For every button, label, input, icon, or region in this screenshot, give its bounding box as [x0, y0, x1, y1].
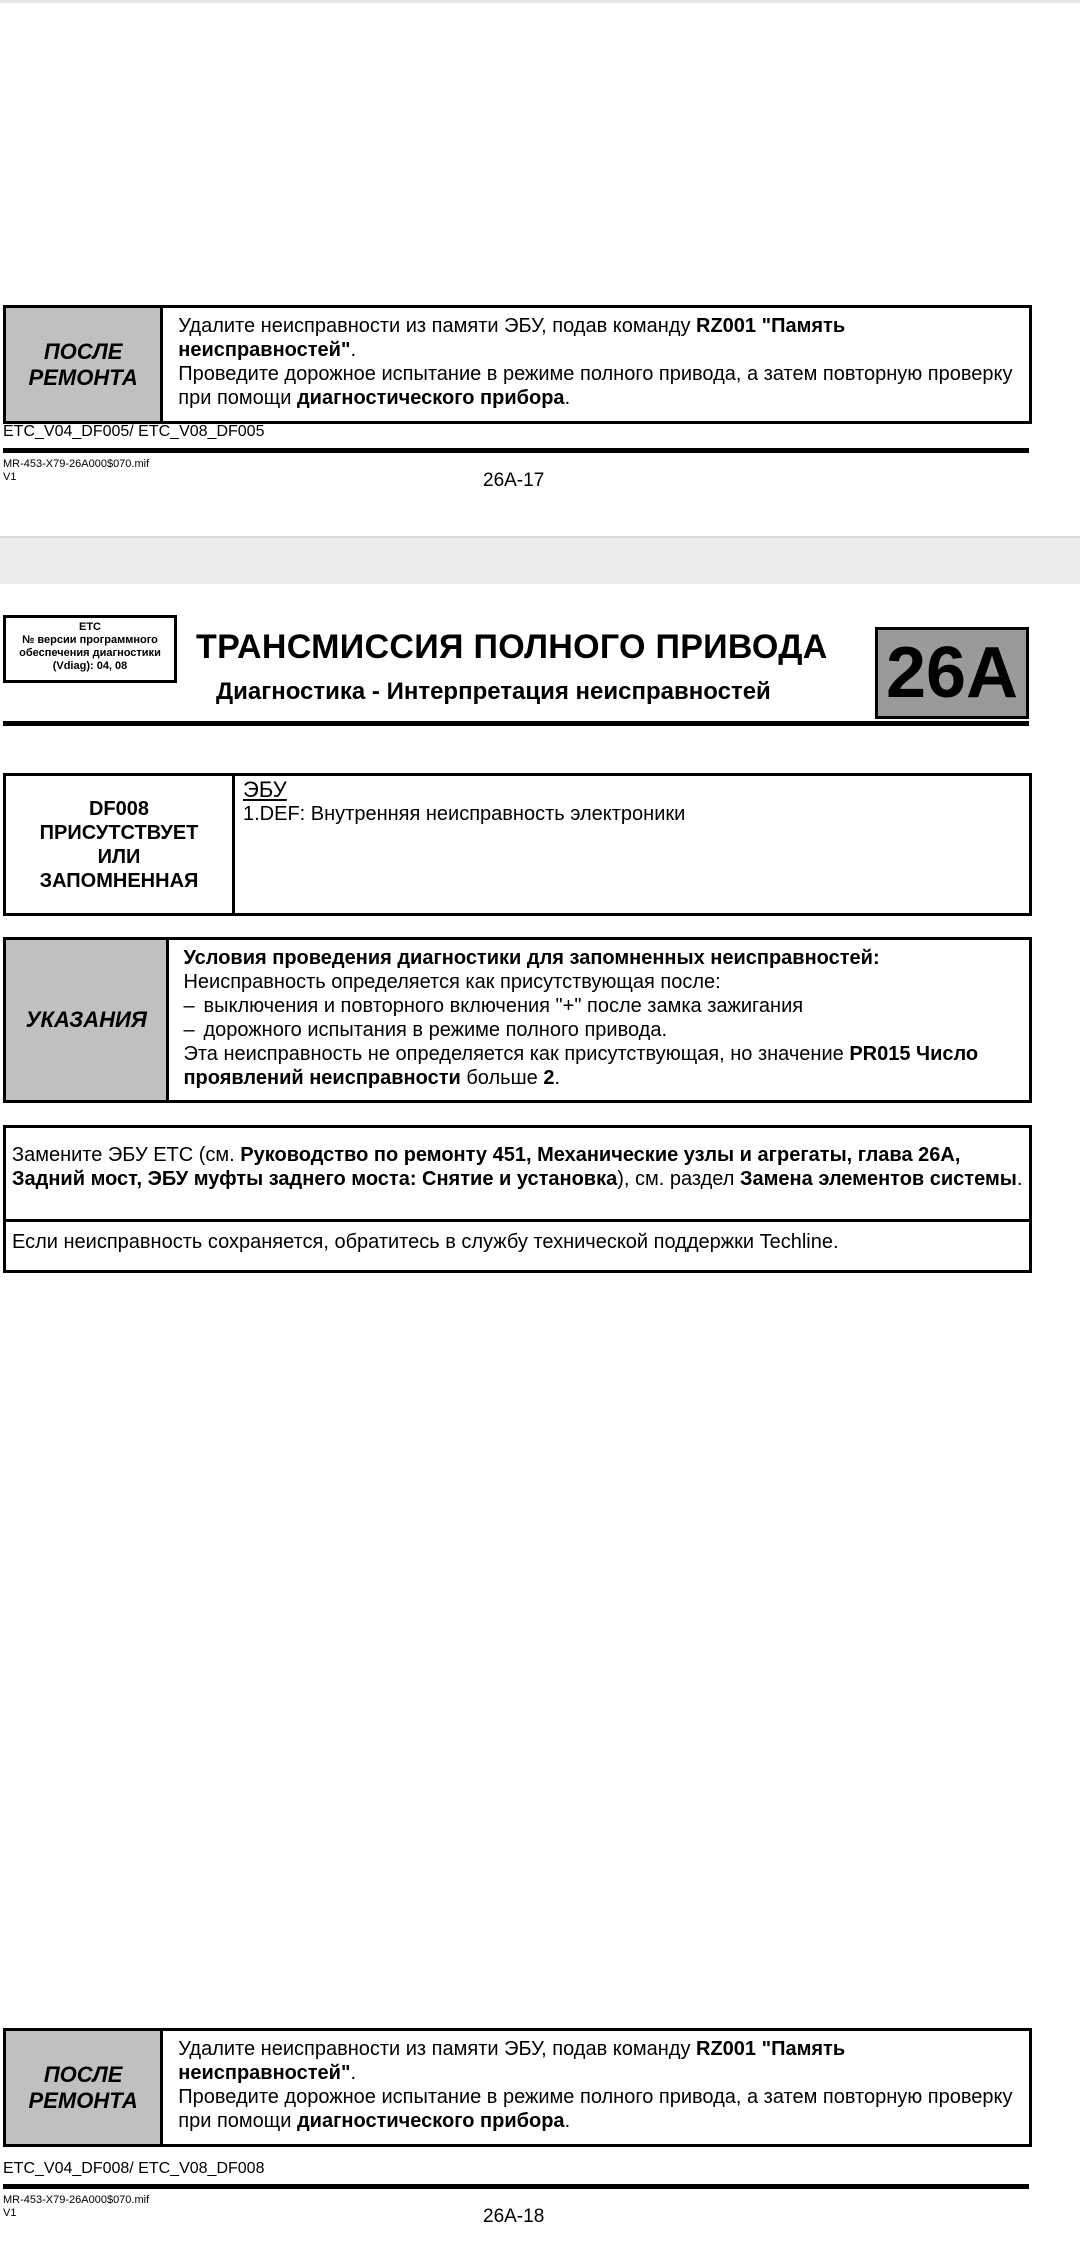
- version-box: ETC № версии программного обеспечения диагностики (Vdiag): 04, 08: [3, 615, 177, 683]
- after-repair-label-2: ПОСЛЕ РЕМОНТА: [6, 2031, 163, 2144]
- page-number: 26A-17: [483, 470, 545, 491]
- fault-box: [3, 773, 1032, 916]
- section-title: ТРАНСМИССИЯ ПОЛНОГО ПРИВОДА: [196, 628, 828, 666]
- techline-note: Если неисправность сохраняется, обратитесь в службу технической поддержки Techline.: [12, 1231, 839, 1253]
- chapter-badge: 26A: [875, 627, 1029, 719]
- fault-reference-2: ETC_V04_DF008/ ETC_V08_DF008: [3, 2160, 265, 2177]
- page-number-2: 26A-18: [483, 2206, 545, 2227]
- fault-description: ЭБУ 1.DEF: Внутренняя неисправность электроники: [243, 777, 686, 825]
- top-edge-line: [0, 0, 1080, 3]
- after-repair-box: [3, 305, 1032, 424]
- footer-rule: [3, 448, 1029, 453]
- section-subtitle: Диагностика - Интерпретация неисправностей: [216, 678, 771, 705]
- fault-reference: ETC_V04_DF005/ ETC_V08_DF005: [3, 423, 265, 440]
- after-repair-text: Удалите неисправности из памяти ЭБУ, подав команду RZ001 "Память неисправностей". Проведите дорожное испытание в режиме полного привода, а затем повторную проверку при помощи диагностического прибора.: [178, 315, 1013, 409]
- header-rule: [3, 721, 1029, 726]
- after-repair-box-2: [3, 2028, 1032, 2147]
- after-repair-text-2: Удалите неисправности из памяти ЭБУ, подав команду RZ001 "Память неисправностей". Проведите дорожное испытание в режиме полного привода, а затем повторную проверку при помощи диагностического прибора.: [178, 2038, 1013, 2132]
- document-id: MR-453-X79-26A000$070.mif V1: [3, 458, 150, 483]
- page-separator-edge: [0, 536, 1080, 538]
- action-box: [3, 1125, 1032, 1273]
- replace-instruction: Замените ЭБУ ETC (см. Руководство по ремонту 451, Механические узлы и агрегаты, глава 26A, Задний мост, ЭБУ муфты заднего моста: Снятие и установка), см. раздел Замена элементов системы.: [6, 1128, 1029, 1222]
- document-id-2: MR-453-X79-26A000$070.mif V1: [3, 2194, 150, 2219]
- notes-text: Условия проведения диагностики для запомненных неисправностей: Неисправность определяется как присутствующая после: – выключения и повторного включения "+" после замка зажигания – дорожного испытания в режиме полного привода. Эта неисправность не определяется как присутствующая, но значение PR015 Число проявлений неисправности больше 2.: [183, 947, 979, 1089]
- footer-rule-2: [3, 2184, 1029, 2189]
- notes-box: [3, 937, 1032, 1103]
- notes-label: УКАЗАНИЯ: [6, 940, 169, 1100]
- page-separator: [0, 536, 1080, 584]
- after-repair-label: ПОСЛЕ РЕМОНТА: [6, 308, 163, 421]
- fault-code-label: DF008 ПРИСУТСТВУЕТ ИЛИ ЗАПОМНЕННАЯ: [6, 776, 235, 913]
